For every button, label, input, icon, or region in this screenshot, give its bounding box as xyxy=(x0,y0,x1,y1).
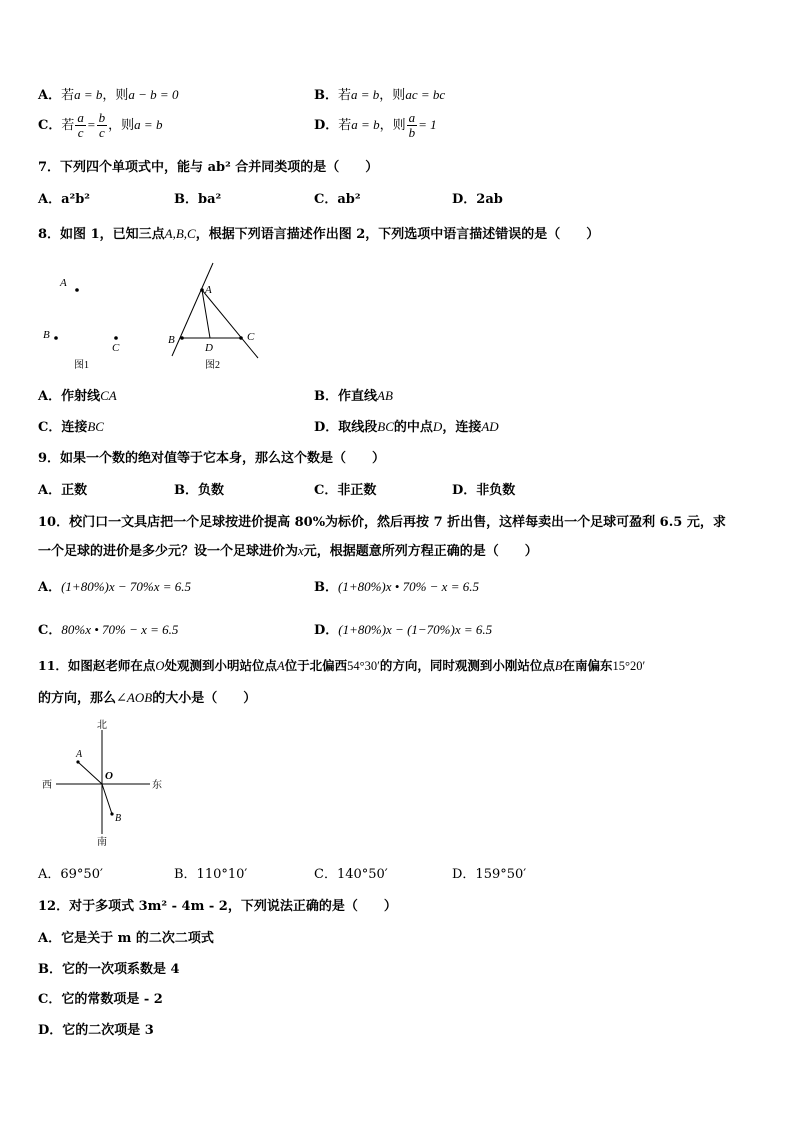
math-expression: x xyxy=(298,543,304,558)
q8-option-d[interactable] xyxy=(314,416,499,435)
option-label: B． xyxy=(314,580,338,595)
point-c xyxy=(114,336,118,340)
point-a xyxy=(200,288,204,292)
stem-text: 11．如图赵老师在点 xyxy=(38,658,156,673)
option-text: 若 xyxy=(338,118,352,133)
option-text: ，连接 xyxy=(442,420,482,435)
stem-text: 位于北偏西 xyxy=(284,658,348,673)
stem-text: 元，根据题意所列方程正确的是（ ） xyxy=(303,544,538,559)
south-label: 南 xyxy=(97,837,107,848)
q8-option-a[interactable] xyxy=(38,385,117,404)
q10-option-c[interactable] xyxy=(38,619,178,638)
stem-text: ，根据下列语言描述作出图 2，下列选项中语言描述错误的是（ ） xyxy=(195,227,600,242)
point-b-label: B xyxy=(115,813,122,824)
math-expression: ac = bc xyxy=(405,87,446,102)
option-label: C． xyxy=(38,623,62,638)
q11-stem-line1 xyxy=(38,656,645,674)
west-label: 西 xyxy=(42,780,52,791)
math-expression: 54°30′ xyxy=(347,659,380,673)
q11-option-a[interactable]: A．69°50′ xyxy=(38,867,103,882)
q10-option-a[interactable] xyxy=(38,576,191,595)
denominator: b xyxy=(408,125,416,140)
q7-option-c[interactable]: C．ab² xyxy=(314,192,361,207)
q12-stem: 12．对于多项式 3m² - 4m - 2，下列说法正确的是（ ） xyxy=(38,899,397,914)
point-a-label: A xyxy=(205,284,212,296)
q12-option-b[interactable]: B．它的一次项系数是 4 xyxy=(38,962,180,977)
q6-option-a[interactable] xyxy=(38,84,178,103)
math-expression: AB xyxy=(377,388,393,403)
stem-text: 的方向，那么 xyxy=(38,691,117,706)
q10-option-b[interactable] xyxy=(314,576,479,595)
numerator: a xyxy=(77,110,84,125)
figure-1 xyxy=(43,277,120,371)
q8-option-c[interactable] xyxy=(38,416,104,435)
q6-option-c[interactable] xyxy=(38,111,162,140)
point-c-label: C xyxy=(112,342,120,354)
q6-option-d[interactable] xyxy=(314,111,437,140)
q12-option-c[interactable]: C．它的常数项是 - 2 xyxy=(38,992,163,1007)
point-a-label: A xyxy=(76,749,83,760)
ray-oa xyxy=(78,762,102,784)
option-label: D． xyxy=(314,623,339,638)
math-expression: 15°20′ xyxy=(612,659,646,673)
math-expression: (1+80%)x • 70% − x = 6.5 xyxy=(338,579,479,594)
math-expression: a − b = 0 xyxy=(128,87,179,102)
point-b-label: B xyxy=(43,329,50,341)
math-expression: D xyxy=(432,419,443,434)
option-label: A． xyxy=(38,88,62,103)
point-a xyxy=(76,760,79,763)
option-text: ，则 xyxy=(108,118,135,133)
option-text: ，则 xyxy=(379,88,406,103)
math-expression: a = b xyxy=(134,117,163,132)
option-label: C． xyxy=(38,118,62,133)
segment-ad xyxy=(202,290,210,338)
math-expression: BC xyxy=(87,419,104,434)
point-c xyxy=(239,336,243,340)
denominator: c xyxy=(77,125,84,140)
stem-text: 8．如图 1，已知三点 xyxy=(38,227,165,242)
option-text: A．作射线 xyxy=(38,389,101,404)
point-b xyxy=(54,336,58,340)
point-a-label: A xyxy=(60,277,67,289)
math-expression: = 1 xyxy=(418,117,437,132)
q9-option-a[interactable]: A．正数 xyxy=(38,483,88,498)
math-expression: a = b xyxy=(74,87,103,102)
q8-option-b[interactable] xyxy=(314,385,393,404)
q11-option-b[interactable]: B．110°10′ xyxy=(174,867,248,882)
figure-2 xyxy=(168,263,258,371)
numerator: b xyxy=(98,110,106,125)
fraction xyxy=(75,111,86,140)
q7-option-b[interactable]: B．ba² xyxy=(174,192,222,207)
q10-option-d[interactable] xyxy=(314,619,492,638)
option-text: 若 xyxy=(61,118,75,133)
point-b xyxy=(110,812,113,815)
point-b-label: B xyxy=(168,334,175,346)
q11-option-d[interactable]: D．159°50′ xyxy=(452,867,527,882)
math-expression: a = b xyxy=(351,87,380,102)
q12-option-a[interactable]: A．它是关于 m 的二次二项式 xyxy=(38,931,214,946)
option-text: C．连接 xyxy=(38,420,88,435)
math-expression: B xyxy=(554,659,563,673)
math-expression: = xyxy=(86,117,96,132)
option-text: D．取线段 xyxy=(314,420,378,435)
option-text: 若 xyxy=(61,88,75,103)
q11-stem-line2 xyxy=(38,687,256,706)
q9-option-c[interactable]: C．非正数 xyxy=(314,483,377,498)
option-text: B．作直线 xyxy=(314,389,377,404)
q11-option-c[interactable]: C．140°50′ xyxy=(314,867,388,882)
option-label: A． xyxy=(38,580,62,595)
fraction xyxy=(407,111,418,140)
option-label: B． xyxy=(314,88,338,103)
math-expression: O xyxy=(155,659,165,673)
option-text: ，则 xyxy=(102,88,129,103)
q10-stem-line2 xyxy=(38,540,538,559)
math-expression: a = b xyxy=(351,117,380,132)
q8-stem xyxy=(38,223,599,242)
math-expression: (1+80%)x − 70%x = 6.5 xyxy=(61,579,192,594)
q12-option-d[interactable]: D．它的二次项是 3 xyxy=(38,1023,154,1038)
numerator: a xyxy=(408,110,416,125)
math-expression: (1+80%)x − (1−70%)x = 6.5 xyxy=(338,622,493,637)
math-expression: ∠AOB xyxy=(116,690,153,705)
q7-option-a[interactable]: A．a²b² xyxy=(38,192,90,207)
stem-text: 一个足球的进价是多少元？设一个足球进价为 xyxy=(38,544,299,559)
q6-option-b[interactable] xyxy=(314,84,445,103)
ray-ob xyxy=(102,784,112,814)
figure-2-caption: 图2 xyxy=(205,360,220,371)
fraction xyxy=(97,111,108,140)
math-expression: CA xyxy=(100,388,117,403)
point-c-label: C xyxy=(247,331,255,343)
math-expression: AD xyxy=(481,419,499,434)
stem-text: 的大小是（ ） xyxy=(152,691,257,706)
math-expression: BC xyxy=(377,419,394,434)
point-o-label: O xyxy=(105,770,113,782)
q7-stem: 7．下列四个单项式中，能与 ab² 合并同类项的是（ ） xyxy=(38,160,379,175)
q9-option-d[interactable]: D．非负数 xyxy=(452,483,516,498)
east-label: 东 xyxy=(152,780,162,791)
stem-text: 的方向，同时观测到小刚站位点 xyxy=(379,658,555,673)
q9-stem: 9．如果一个数的绝对值等于它本身，那么这个数是（ ） xyxy=(38,451,386,466)
option-text: 的中点 xyxy=(393,420,433,435)
q10-stem-line1: 10．校门口一文具店把一个足球按进价提高 80%为标价，然后再按 7 折出售，这样每卖出一个足球可盈利 6.5 元，求 xyxy=(38,515,726,530)
math-expression: 80%x • 70% − x = 6.5 xyxy=(61,622,179,637)
option-label: D． xyxy=(314,118,339,133)
north-label: 北 xyxy=(97,720,107,731)
stem-text: 在南偏东 xyxy=(562,658,613,673)
option-text: 若 xyxy=(338,88,352,103)
stem-text: 处观测到小明站位点 xyxy=(164,658,277,673)
q8-figures xyxy=(38,258,278,374)
q11-compass-figure xyxy=(38,716,178,850)
figure-1-caption: 图1 xyxy=(74,360,89,371)
denominator: c xyxy=(99,125,105,140)
option-text: ，则 xyxy=(379,118,406,133)
point-a xyxy=(75,288,79,292)
point-b xyxy=(180,336,184,340)
q7-option-d[interactable]: D．2ab xyxy=(452,192,503,207)
math-expression: A,B,C xyxy=(164,226,196,241)
math-expression: A xyxy=(276,659,285,673)
q9-option-b[interactable]: B．负数 xyxy=(174,483,224,498)
point-d-label: D xyxy=(205,342,213,354)
